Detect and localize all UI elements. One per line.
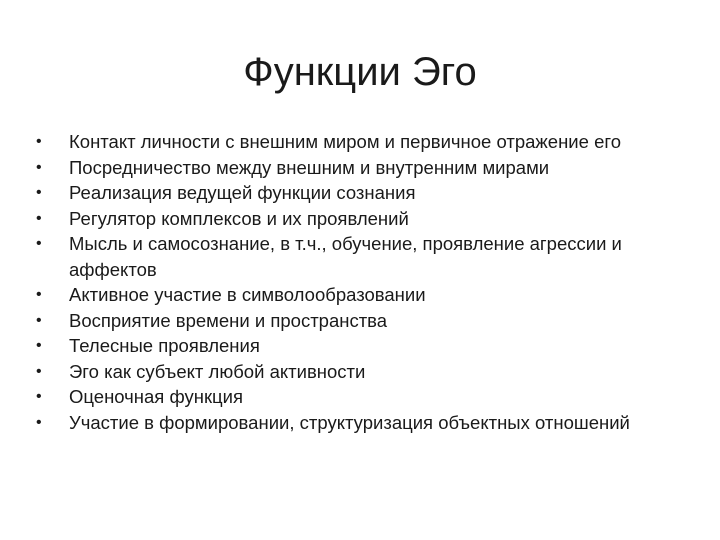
list-item — [36, 282, 696, 308]
list-item — [36, 410, 696, 436]
list-item — [36, 308, 696, 334]
list-item-text: Контакт личности с внешним миром и первичное отражение его — [69, 131, 621, 152]
list-item — [36, 155, 696, 181]
list-item-text: Эго как субъект любой активности — [69, 360, 366, 382]
bullet-dot-icon: • — [36, 184, 42, 201]
list-item-text: Участие в формировании, структуризация объектных отношений — [69, 411, 630, 433]
bullet-dot-icon: • — [36, 235, 42, 252]
list-item — [36, 384, 696, 410]
bullet-dot-icon: • — [36, 286, 42, 303]
list-item — [36, 206, 696, 232]
list-item-text: Активное участие в символообразовании — [69, 284, 426, 305]
list-item — [36, 180, 696, 206]
bullet-dot-icon: • — [36, 209, 42, 227]
list-item — [36, 359, 696, 385]
bullet-dot-icon: • — [36, 362, 42, 380]
list-item — [36, 231, 696, 282]
list-item — [36, 129, 696, 155]
bullet-dot-icon: • — [36, 133, 42, 150]
list-item-text: Телесные проявления — [69, 335, 260, 356]
bullet-dot-icon: • — [36, 337, 42, 354]
list-item-text: Реализация ведущей функции сознания — [69, 182, 416, 203]
bullet-dot-icon: • — [36, 388, 42, 405]
list-item-text: Посредничество между внешним и внутренним мирами — [69, 156, 550, 178]
slide-title: Функции Эго — [243, 50, 477, 94]
bullet-dot-icon: • — [36, 413, 42, 431]
list-item-text: Мысль и самосознание, в т.ч., обучение, проявление агрессии и аффектов — [69, 233, 622, 280]
list-item — [36, 333, 696, 359]
bullet-list — [36, 129, 696, 435]
list-item-text: Оценочная функция — [69, 386, 243, 407]
bullet-dot-icon: • — [36, 311, 42, 329]
list-item-text: Восприятие времени и пространства — [69, 309, 388, 331]
list-item-text: Регулятор комплексов и их проявлений — [69, 207, 409, 229]
bullet-dot-icon: • — [36, 158, 42, 176]
